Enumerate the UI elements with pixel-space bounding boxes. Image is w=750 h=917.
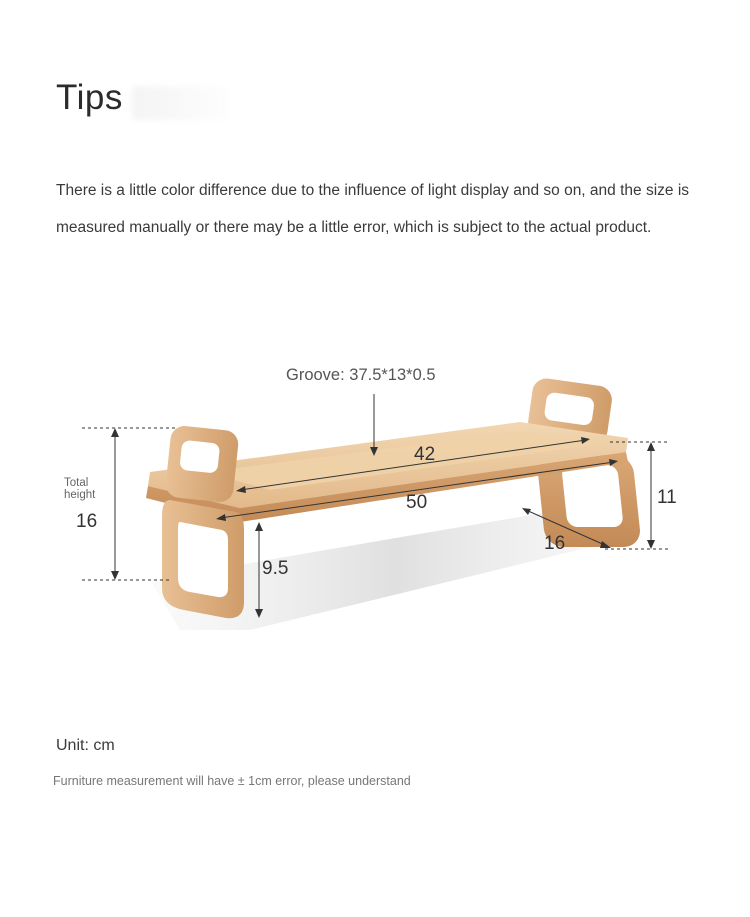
error-note: Furniture measurement will have ± 1cm error, please understand — [53, 774, 411, 788]
total-height-value: 16 — [76, 511, 98, 532]
groove-length-label: 42 — [414, 444, 436, 465]
depth-value: 16 — [544, 533, 566, 554]
product-diagram — [0, 340, 750, 660]
leg-height-value: 9.5 — [262, 558, 289, 579]
total-height-caption-1: Total — [64, 477, 89, 489]
front-handle — [164, 425, 239, 504]
right-height-value: 11 — [657, 487, 677, 508]
unit-label: Unit: cm — [56, 737, 115, 754]
page-title: Tips — [56, 78, 123, 117]
total-length-label: 50 — [406, 492, 428, 513]
front-left-leg — [162, 500, 244, 618]
total-height-caption-2: height — [64, 489, 96, 501]
notice-paragraph: There is a little color difference due to the influence of light display and so on, and the size is measured manually or there may be a little error, which is subject to the actual product. — [56, 182, 690, 236]
groove-label: Groove: 37.5*13*0.5 — [286, 366, 436, 384]
shelf-illustration — [0, 340, 750, 660]
title-watermark — [132, 86, 228, 120]
